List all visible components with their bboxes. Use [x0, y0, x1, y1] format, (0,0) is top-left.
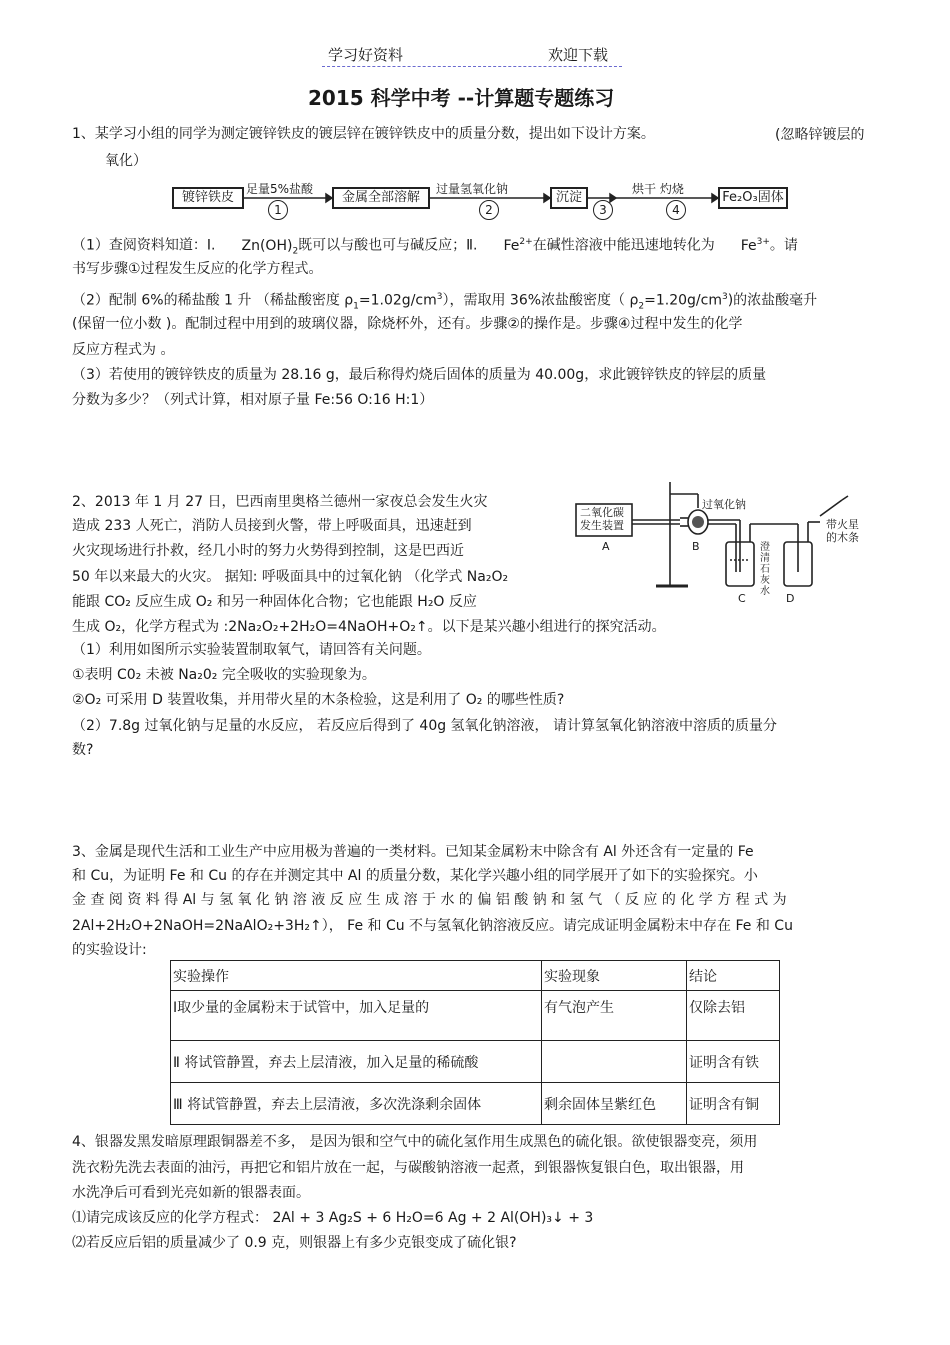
q4-line-2: 洗衣粉先洗去表面的油污，再把它和铝片放在一起，与碳酸钠溶液一起煮，到银器恢复银白色，取出银器，用: [72, 1160, 744, 1176]
q1-part2-e: ），需取用 36%浓盐酸密度（ ρ: [442, 292, 639, 309]
q3-line-2: 和 Cu，为证明 Fe 和 Cu 的存在并测定其中 Al 的质量分数，某化学兴趣小组的同学展开了如下的实验探究。小: [72, 868, 758, 884]
flow-arrow-label-1: 足量5%盐酸: [246, 182, 314, 196]
q2-line-7: （1）利用如图所示实验装置制取氧气，请回答有关问题。: [72, 642, 431, 658]
q2-line-10: （2）7.8g 过氧化钠与足量的水反应， 若反应后得到了 40g 氢氧化钠溶液， 请计算氢氧化钠溶液中溶质的质量分: [72, 718, 778, 734]
q1-part1: [72, 232, 798, 261]
limewater-char-3: 石: [760, 564, 770, 575]
q1-part1-c: 2: [292, 246, 299, 257]
apparatus-limewater-label: [760, 542, 770, 597]
q1-part2-i: )的浓盐酸毫升: [727, 292, 818, 309]
limewater-char-5: 水: [760, 586, 770, 597]
q1-part2-f: 2: [638, 301, 645, 312]
table-cell: 有气泡产生: [542, 991, 687, 1041]
q3-line-5: 的实验设计:: [72, 942, 147, 958]
table-cell: 证明含有铜: [687, 1083, 780, 1125]
flow-box-galvanized-iron: 镀锌铁皮: [172, 187, 244, 209]
apparatus-label-a: A: [602, 540, 610, 553]
limewater-char-4: 灰: [760, 575, 770, 586]
q1-part1-j: 。请: [769, 237, 798, 254]
q2-line-3: 火灾现场进行扑救，经几小时的努力火势得到控制，这是巴西近: [72, 543, 464, 559]
table-header-conclusion: 结论: [687, 961, 780, 991]
q2-line-1: 2、2013 年 1 月 27 日，巴西南里奥格兰德州一家夜总会发生火灾: [72, 494, 488, 510]
q1-part2-a: （2）配制 6%的稀盐酸 1 升 （稀盐酸密度 ρ: [72, 292, 354, 309]
table-cell: Ⅲ 将试管静置，弃去上层清液，多次洗涤剩余固体: [171, 1083, 542, 1125]
q1-part2-h: 3: [721, 292, 728, 302]
apparatus-label-c: C: [738, 592, 746, 605]
q4-line-1: 4、银器发黑发暗原理跟铜器差不多， 是因为银和空气中的硫化氢作用生成黑色的硫化银。欲使银器变亮，须用: [72, 1134, 758, 1150]
table-header-phenomenon: 实验现象: [542, 961, 687, 991]
q1-part2-g: =1.20g/cm: [644, 292, 722, 309]
flow-arrows: [0, 0, 950, 240]
q1-part2-b: 1: [353, 301, 359, 312]
table-header-row: [171, 961, 780, 991]
flow-step-4: 4: [666, 200, 686, 220]
apparatus-splint-l1: 带火星: [826, 518, 859, 531]
q1-part1-e: Fe: [503, 237, 520, 254]
table-cell: 剩余固体呈紫红色: [542, 1083, 687, 1125]
flow-step-3: 3: [593, 200, 613, 220]
q3-line-3: 金 查 阅 资 料 得 Al 与 氢 氧 化 钠 溶 液 反 应 生 成 溶 于 水 的 偏 铝 酸 钠 和 氢 气 （ 反 应 的 化 学 方 程 式 为: [72, 892, 787, 908]
table-row: [171, 991, 780, 1041]
q2-line-8: ①表明 C0₂ 未被 Na₂0₂ 完全吸收的实验现象为。: [72, 667, 376, 683]
q1-part1-f: 2+: [519, 237, 533, 247]
q1-part1-line2: 书写步骤①过程发生反应的化学方程式。: [72, 261, 323, 277]
q2-line-5: 能跟 CO₂ 反应生成 O₂ 和另一种固体化合物；它也能跟 H₂O 反应: [72, 594, 477, 610]
q3-experiment-table: [170, 960, 780, 1125]
q2-line-6: 生成 O₂，化学方程式为 :2Na₂O₂+2H₂O=4NaOH+O₂↑。以下是某兴趣小组进行的探究活动。: [72, 619, 666, 635]
q1-part2-d: 3: [436, 292, 443, 302]
flow-box-metal-dissolved: 金属全部溶解: [332, 187, 430, 209]
q4-line-5: ⑵若反应后铝的质量减少了 0.9 克，则银器上有多少克银变成了硫化银?: [72, 1235, 517, 1251]
limewater-char-2: 清: [760, 553, 770, 564]
q2-line-11: 数?: [72, 742, 94, 758]
table-row: [171, 1041, 780, 1083]
flow-step-2: 2: [479, 200, 499, 220]
flow-box-precipitate: 沉淀: [550, 187, 588, 209]
table-cell: Ⅱ 将试管静置，弃去上层清液，加入足量的稀硫酸: [171, 1041, 542, 1083]
q2-line-2: 造成 233 人死亡，消防人员接到火警，带上呼吸面具，迅速赶到: [72, 518, 472, 534]
q1-part1-h: Fe: [740, 237, 757, 254]
q1-part2-line1: [72, 287, 817, 316]
apparatus-generator-l1: 二氧化碳: [580, 506, 624, 519]
limewater-char-1: 澄: [760, 542, 770, 553]
q1-intro-cont: 氧化）: [105, 153, 147, 169]
q1-part2-c: =1.02g/cm: [358, 292, 437, 309]
q1-part1-b: Zn(OH): [241, 237, 293, 254]
table-header-operation: 实验操作: [171, 961, 542, 991]
q3-line-1: 3、金属是现代生活和工业生产中应用极为普遍的一类材料。已知某金属粉末中除含有 Al 外还含有一定量的 Fe: [72, 844, 754, 860]
flow-arrow-label-4: 烘干 灼烧: [632, 182, 684, 196]
q1-part3-line1: （3）若使用的镀锌铁皮的质量为 28.16 g，最后称得灼烧后固体的质量为 40.00g，求此镀锌铁皮的锌层的质量: [72, 367, 767, 383]
q1-part1-i: 3+: [756, 237, 770, 247]
q1-part1-d: 既可以与酸也可与碱反应；Ⅱ.: [298, 237, 478, 254]
table-row: [171, 1083, 780, 1125]
q4-line-3: 水洗净后可看到光亮如新的银器表面。: [72, 1185, 310, 1201]
header-right: 欢迎下载: [548, 46, 609, 64]
q2-line-4: 50 年以来最大的火灾。 据知: 呼吸面具中的过氧化钠 （化学式 Na₂O₂: [72, 569, 509, 585]
flow-arrow-label-2: 过量氢氧化钠: [436, 182, 509, 196]
page-title: 2015 科学中考 --计算题专题练习: [308, 86, 615, 110]
apparatus-generator-l2: 发生装置: [580, 519, 624, 532]
apparatus-peroxide-label: 过氧化钠: [702, 498, 746, 511]
q3-line-4: 2Al+2H₂O+2NaOH=2NaAlO₂+3H₂↑）， Fe 和 Cu 不与氢氧化钠溶液反应。请完成证明金属粉末中存在 Fe 和 Cu: [72, 918, 793, 934]
table-cell: 证明含有铁: [687, 1041, 780, 1083]
table-cell: 仅除去铝: [687, 991, 780, 1041]
q1-part1-a: （1）查阅资料知道：Ⅰ.: [72, 237, 216, 254]
flow-step-1: 1: [268, 200, 288, 220]
q1-part3-line2: 分数为多少？（列式计算，相对原子量 Fe:56 O:16 H:1）: [72, 392, 434, 408]
apparatus-label-d: D: [786, 592, 795, 605]
header-left: 学习好资料: [328, 46, 404, 64]
q1-part2-line2: (保留一位小数 )。配制过程中用到的玻璃仪器，除烧杯外，还有。步骤②的操作是。步骤④过程中发生的化学: [72, 316, 743, 332]
table-cell: [542, 1041, 687, 1083]
table-cell: Ⅰ取少量的金属粉末于试管中，加入足量的: [171, 991, 542, 1041]
apparatus-label-b: B: [692, 540, 700, 553]
q2-line-9: ②O₂ 可采用 D 装置收集，并用带火星的木条检验，这是利用了 O₂ 的哪些性质?: [72, 692, 565, 708]
q1-intro: 1、某学习小组的同学为测定镀锌铁皮的镀层锌在镀锌铁皮中的质量分数，提出如下设计方案。: [72, 126, 655, 142]
q1-part1-g: 在碱性溶液中能迅速地转化为: [532, 237, 715, 254]
q4-line-4: ⑴请完成该反应的化学方程式： 2Al + 3 Ag₂S + 6 H₂O=6 Ag + 2 Al(OH)₃↓ + 3: [72, 1210, 594, 1226]
q1-part2-line3: 反应方程式为 。: [72, 342, 175, 358]
apparatus-splint-l2: 的木条: [826, 531, 859, 544]
flow-box-fe2o3: Fe₂O₃固体: [718, 187, 788, 209]
q1-intro-note: (忽略锌镀层的: [775, 127, 865, 143]
